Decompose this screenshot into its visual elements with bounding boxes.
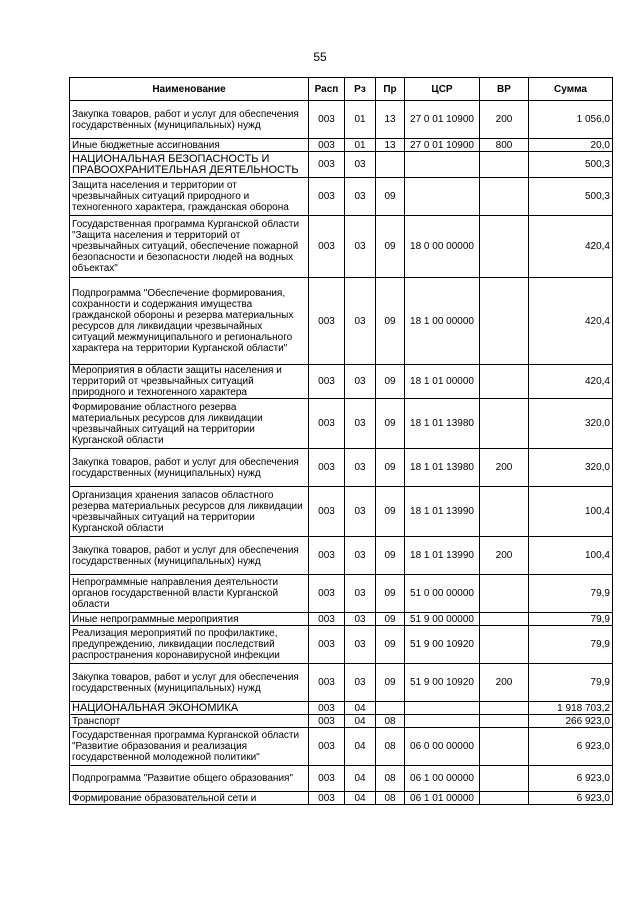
cell-rz: 04 bbox=[345, 702, 376, 715]
cell-rasp: 003 bbox=[309, 792, 345, 805]
cell-rz: 04 bbox=[345, 766, 376, 792]
cell-sum: 320,0 bbox=[529, 399, 613, 449]
cell-vr bbox=[480, 613, 529, 626]
cell-rasp: 003 bbox=[309, 152, 345, 178]
cell-rasp: 003 bbox=[309, 365, 345, 399]
cell-pr: 13 bbox=[376, 101, 405, 139]
cell-name: Подпрограмма "Обеспечение формирования, сохранности и содержания имущества гражданской обороны и резерва материальных ресурсов для ликвидации чрезвычайных ситуаций межмуниципального и регионального характера на территории Курганской области" bbox=[70, 278, 309, 365]
cell-sum: 500,3 bbox=[529, 178, 613, 216]
cell-rz: 01 bbox=[345, 101, 376, 139]
cell-rz: 03 bbox=[345, 664, 376, 702]
header-rasp: Расп bbox=[309, 78, 345, 101]
cell-sum: 79,9 bbox=[529, 626, 613, 664]
cell-rasp: 003 bbox=[309, 537, 345, 575]
cell-sum: 6 923,0 bbox=[529, 766, 613, 792]
cell-rasp: 003 bbox=[309, 487, 345, 537]
table-row bbox=[70, 487, 613, 537]
cell-pr: 09 bbox=[376, 537, 405, 575]
cell-rasp: 003 bbox=[309, 178, 345, 216]
cell-vr: 200 bbox=[480, 101, 529, 139]
cell-rz: 03 bbox=[345, 449, 376, 487]
cell-pr: 09 bbox=[376, 449, 405, 487]
cell-csr bbox=[405, 178, 480, 216]
cell-rz: 04 bbox=[345, 728, 376, 766]
cell-name: Мероприятия в области защиты населения и территорий от чрезвычайных ситуаций природного и техногенного характера bbox=[70, 365, 309, 399]
cell-csr: 51 9 00 00000 bbox=[405, 613, 480, 626]
cell-rz: 04 bbox=[345, 715, 376, 728]
cell-vr bbox=[480, 487, 529, 537]
cell-csr: 51 9 00 10920 bbox=[405, 626, 480, 664]
cell-sum: 420,4 bbox=[529, 365, 613, 399]
cell-pr: 13 bbox=[376, 139, 405, 152]
cell-csr: 06 0 00 00000 bbox=[405, 728, 480, 766]
cell-vr: 200 bbox=[480, 537, 529, 575]
cell-name: Иные бюджетные ассигнования bbox=[70, 139, 309, 152]
cell-sum: 266 923,0 bbox=[529, 715, 613, 728]
cell-sum: 6 923,0 bbox=[529, 728, 613, 766]
table-row bbox=[70, 613, 613, 626]
cell-sum: 20,0 bbox=[529, 139, 613, 152]
cell-rasp: 003 bbox=[309, 728, 345, 766]
table-row bbox=[70, 728, 613, 766]
cell-csr: 18 0 00 00000 bbox=[405, 216, 480, 278]
cell-vr bbox=[480, 178, 529, 216]
cell-sum: 1 918 703,2 bbox=[529, 702, 613, 715]
cell-csr: 51 9 00 10920 bbox=[405, 664, 480, 702]
cell-sum: 420,4 bbox=[529, 278, 613, 365]
cell-name: Закупка товаров, работ и услуг для обеспечения государственных (муниципальных) нужд bbox=[70, 449, 309, 487]
cell-name: Защита населения и территории от чрезвычайных ситуаций природного и техногенного характера, гражданская оборона bbox=[70, 178, 309, 216]
cell-rz: 03 bbox=[345, 487, 376, 537]
cell-pr: 09 bbox=[376, 399, 405, 449]
cell-sum: 500,3 bbox=[529, 152, 613, 178]
cell-pr: 09 bbox=[376, 216, 405, 278]
header-name: Наименование bbox=[70, 78, 309, 101]
cell-name: Государственная программа Курганской области "Защита населения и территорий от чрезвычайных ситуаций, обеспечение пожарной безопасности и безопасности людей на водных объектах" bbox=[70, 216, 309, 278]
cell-rz: 03 bbox=[345, 537, 376, 575]
cell-sum: 6 923,0 bbox=[529, 792, 613, 805]
cell-vr bbox=[480, 399, 529, 449]
cell-rasp: 003 bbox=[309, 766, 345, 792]
cell-vr: 200 bbox=[480, 449, 529, 487]
table-row bbox=[70, 792, 613, 805]
cell-csr bbox=[405, 702, 480, 715]
cell-pr: 09 bbox=[376, 664, 405, 702]
cell-rz: 03 bbox=[345, 613, 376, 626]
cell-csr: 51 0 00 00000 bbox=[405, 575, 480, 613]
header-rz: Рз bbox=[345, 78, 376, 101]
header-pr: Пр bbox=[376, 78, 405, 101]
cell-csr bbox=[405, 152, 480, 178]
table-row bbox=[70, 101, 613, 139]
table-row bbox=[70, 152, 613, 178]
table-row bbox=[70, 399, 613, 449]
cell-pr: 09 bbox=[376, 613, 405, 626]
table-row bbox=[70, 365, 613, 399]
cell-csr: 18 1 00 00000 bbox=[405, 278, 480, 365]
cell-csr: 06 1 00 00000 bbox=[405, 766, 480, 792]
cell-pr: 09 bbox=[376, 365, 405, 399]
cell-pr: 08 bbox=[376, 792, 405, 805]
cell-name: Иные непрограммные мероприятия bbox=[70, 613, 309, 626]
cell-vr bbox=[480, 365, 529, 399]
header-sum: Сумма bbox=[529, 78, 613, 101]
cell-vr bbox=[480, 728, 529, 766]
cell-pr: 09 bbox=[376, 626, 405, 664]
cell-name: Транспорт bbox=[70, 715, 309, 728]
table-row bbox=[70, 626, 613, 664]
cell-pr: 08 bbox=[376, 766, 405, 792]
cell-rasp: 003 bbox=[309, 613, 345, 626]
cell-name: Формирование областного резерва материальных ресурсов для ликвидации чрезвычайных ситуаций на территории Курганской области bbox=[70, 399, 309, 449]
cell-name: Закупка товаров, работ и услуг для обеспечения государственных (муниципальных) нужд bbox=[70, 537, 309, 575]
cell-vr bbox=[480, 702, 529, 715]
cell-name: Государственная программа Курганской области "Развитие образования и реализация государственной молодежной политики" bbox=[70, 728, 309, 766]
table-row bbox=[70, 664, 613, 702]
cell-vr bbox=[480, 152, 529, 178]
cell-rasp: 003 bbox=[309, 101, 345, 139]
table-row bbox=[70, 178, 613, 216]
cell-vr bbox=[480, 715, 529, 728]
cell-rz: 03 bbox=[345, 216, 376, 278]
cell-csr: 06 1 01 00000 bbox=[405, 792, 480, 805]
cell-vr bbox=[480, 626, 529, 664]
cell-vr: 200 bbox=[480, 664, 529, 702]
cell-pr: 09 bbox=[376, 278, 405, 365]
cell-vr bbox=[480, 278, 529, 365]
cell-sum: 100,4 bbox=[529, 537, 613, 575]
cell-sum: 79,9 bbox=[529, 613, 613, 626]
cell-pr bbox=[376, 152, 405, 178]
budget-table bbox=[69, 77, 613, 805]
cell-rz: 01 bbox=[345, 139, 376, 152]
cell-rasp: 003 bbox=[309, 715, 345, 728]
cell-rz: 03 bbox=[345, 178, 376, 216]
cell-name: НАЦИОНАЛЬНАЯ ЭКОНОМИКА bbox=[70, 702, 309, 715]
cell-rz: 03 bbox=[345, 278, 376, 365]
cell-pr: 09 bbox=[376, 178, 405, 216]
cell-name: Реализация мероприятий по профилактике, предупреждению, ликвидации последствий распространения коронавирусной инфекции bbox=[70, 626, 309, 664]
cell-csr: 27 0 01 10900 bbox=[405, 139, 480, 152]
cell-rz: 03 bbox=[345, 365, 376, 399]
cell-name: Закупка товаров, работ и услуг для обеспечения государственных (муниципальных) нужд bbox=[70, 664, 309, 702]
cell-csr: 27 0 01 10900 bbox=[405, 101, 480, 139]
cell-pr: 09 bbox=[376, 575, 405, 613]
cell-rasp: 003 bbox=[309, 575, 345, 613]
cell-csr: 18 1 01 13990 bbox=[405, 537, 480, 575]
cell-rz: 03 bbox=[345, 399, 376, 449]
cell-csr: 18 1 01 00000 bbox=[405, 365, 480, 399]
table-row bbox=[70, 278, 613, 365]
table-row bbox=[70, 715, 613, 728]
table-row bbox=[70, 766, 613, 792]
cell-pr: 09 bbox=[376, 487, 405, 537]
cell-csr: 18 1 01 13980 bbox=[405, 449, 480, 487]
cell-rz: 04 bbox=[345, 792, 376, 805]
cell-sum: 79,9 bbox=[529, 575, 613, 613]
cell-rasp: 003 bbox=[309, 626, 345, 664]
header-vr: ВР bbox=[480, 78, 529, 101]
cell-rasp: 003 bbox=[309, 399, 345, 449]
cell-name: Подпрограмма "Развитие общего образования" bbox=[70, 766, 309, 792]
cell-vr: 800 bbox=[480, 139, 529, 152]
cell-rasp: 003 bbox=[309, 702, 345, 715]
cell-rasp: 003 bbox=[309, 216, 345, 278]
cell-csr: 18 1 01 13990 bbox=[405, 487, 480, 537]
cell-rz: 03 bbox=[345, 152, 376, 178]
cell-sum: 100,4 bbox=[529, 487, 613, 537]
page-number: 55 bbox=[313, 50, 327, 64]
cell-pr bbox=[376, 702, 405, 715]
cell-name: Организация хранения запасов областного резерва материальных ресурсов для ликвидации чрезвычайных ситуаций на территории Курганской области bbox=[70, 487, 309, 537]
cell-rz: 03 bbox=[345, 626, 376, 664]
table-row bbox=[70, 575, 613, 613]
cell-sum: 420,4 bbox=[529, 216, 613, 278]
table-row bbox=[70, 216, 613, 278]
cell-rasp: 003 bbox=[309, 278, 345, 365]
cell-name: Закупка товаров, работ и услуг для обеспечения государственных (муниципальных) нужд bbox=[70, 101, 309, 139]
cell-csr: 18 1 01 13980 bbox=[405, 399, 480, 449]
cell-rz: 03 bbox=[345, 575, 376, 613]
cell-rasp: 003 bbox=[309, 139, 345, 152]
cell-vr bbox=[480, 792, 529, 805]
cell-pr: 08 bbox=[376, 728, 405, 766]
cell-rasp: 003 bbox=[309, 449, 345, 487]
cell-csr bbox=[405, 715, 480, 728]
table-row bbox=[70, 702, 613, 715]
cell-name: Непрограммные направления деятельности органов государственной власти Курганской области bbox=[70, 575, 309, 613]
cell-sum: 1 056,0 bbox=[529, 101, 613, 139]
table-row bbox=[70, 537, 613, 575]
cell-pr: 08 bbox=[376, 715, 405, 728]
cell-name: НАЦИОНАЛЬНАЯ БЕЗОПАСНОСТЬ И ПРАВООХРАНИТЕЛЬНАЯ ДЕЯТЕЛЬНОСТЬ bbox=[70, 152, 309, 178]
cell-vr bbox=[480, 575, 529, 613]
cell-rasp: 003 bbox=[309, 664, 345, 702]
cell-sum: 320,0 bbox=[529, 449, 613, 487]
cell-sum: 79,9 bbox=[529, 664, 613, 702]
table-row bbox=[70, 449, 613, 487]
table-row bbox=[70, 139, 613, 152]
header-row bbox=[70, 78, 613, 101]
cell-name: Формирование образовательной сети и bbox=[70, 792, 309, 805]
header-csr: ЦСР bbox=[405, 78, 480, 101]
cell-vr bbox=[480, 216, 529, 278]
cell-vr bbox=[480, 766, 529, 792]
